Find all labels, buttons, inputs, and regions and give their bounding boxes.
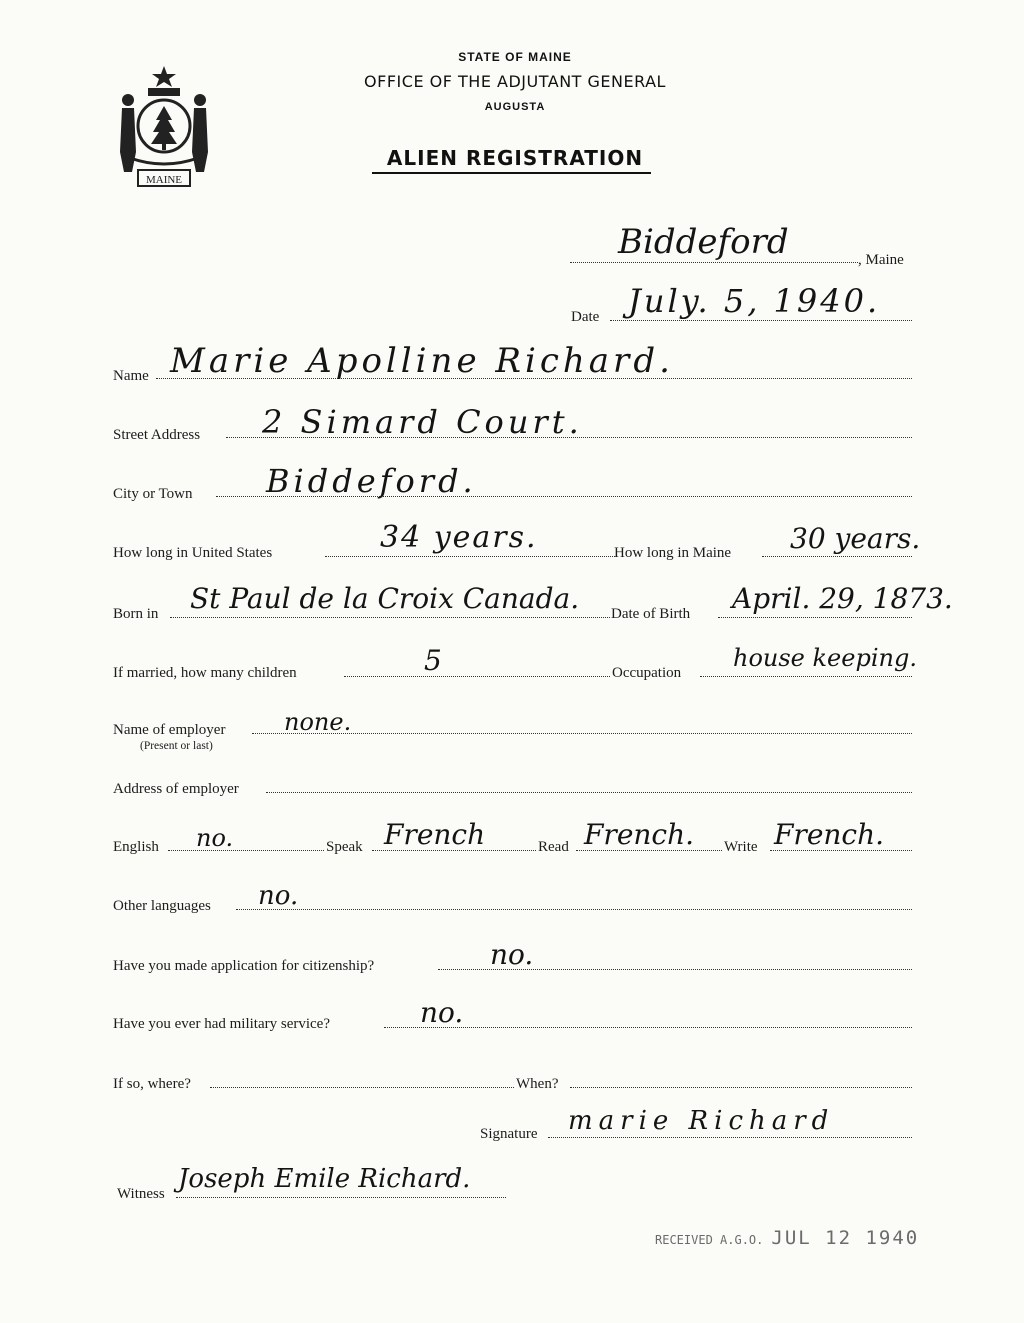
received-stamp-text: RECEIVED A.G.O.	[655, 1233, 764, 1247]
date-value: July. 5, 1940.	[628, 282, 881, 320]
employer-label: Name of employer	[113, 722, 226, 738]
english-line	[168, 850, 324, 851]
how-long-maine-line	[762, 556, 912, 557]
header-city: AUGUSTA	[484, 101, 546, 113]
english-label: English	[113, 839, 159, 855]
date-of-birth-label: Date of Birth	[611, 606, 691, 622]
witness-label: Witness	[117, 1186, 165, 1202]
signature-line	[548, 1137, 912, 1138]
other-languages-label: Other languages	[113, 898, 211, 914]
street-address-label: Street Address	[113, 427, 201, 443]
employer-note: (Present or last)	[140, 740, 213, 752]
title-underline	[372, 172, 651, 174]
signature-label: Signature	[480, 1126, 538, 1142]
employer-address-line	[266, 792, 912, 793]
name-value: Marie Apolline Richard.	[170, 341, 674, 381]
children-label: If married, how many children	[113, 665, 297, 681]
witness-line	[176, 1197, 506, 1198]
how-long-us-value: 34 years.	[380, 520, 538, 555]
speak-label: Speak	[326, 839, 363, 855]
date-of-birth-line	[718, 617, 912, 618]
received-stamp-date: JUL 12 1940	[771, 1227, 920, 1249]
how-long-maine-value: 30 years.	[790, 522, 921, 555]
occupation-value: house keeping.	[733, 644, 917, 672]
occupation-line	[700, 676, 912, 677]
read-value: French.	[584, 818, 695, 851]
date-of-birth-value: April. 29, 1873.	[732, 582, 953, 615]
english-value: no.	[196, 824, 234, 852]
maine-label: , Maine	[858, 252, 904, 268]
signature-value: marie Richard	[568, 1106, 835, 1136]
born-in-value: St Paul de la Croix Canada.	[190, 582, 580, 615]
city-label: City or Town	[113, 486, 193, 502]
born-in-line	[170, 617, 610, 618]
date-label: Date	[571, 309, 600, 325]
received-stamp	[655, 1227, 919, 1249]
military-label: Have you ever had military service?	[113, 1016, 330, 1032]
other-languages-value: no.	[258, 881, 299, 911]
how-long-us-line	[325, 556, 615, 557]
write-label: Write	[724, 839, 758, 855]
header-state: STATE OF MAINE	[458, 50, 572, 64]
citizenship-value: no.	[490, 938, 534, 971]
born-in-label: Born in	[113, 606, 159, 622]
children-line	[344, 676, 610, 677]
children-value: 5	[424, 644, 442, 677]
if-so-where-line	[210, 1087, 514, 1088]
if-so-where-label: If so, where?	[113, 1076, 191, 1092]
military-value: no.	[420, 996, 464, 1029]
how-long-maine-label: How long in Maine	[614, 545, 732, 561]
header-office: OFFICE OF THE ADJUTANT GENERAL	[364, 72, 666, 91]
witness-value: Joseph Emile Richard.	[178, 1164, 471, 1194]
how-long-us-label: How long in United States	[113, 545, 273, 561]
street-address-value: 2 Simard Court.	[262, 403, 583, 441]
when-line	[570, 1087, 912, 1088]
town-line	[570, 262, 858, 263]
employer-value: none.	[284, 708, 352, 736]
town-value: Biddeford	[618, 222, 789, 262]
city-value: Biddeford.	[266, 462, 477, 500]
citizenship-label: Have you made application for citizenship?	[113, 958, 375, 974]
date-line	[610, 320, 912, 321]
when-label: When?	[516, 1076, 559, 1092]
state-of-maine-seal-icon	[108, 62, 220, 190]
occupation-label: Occupation	[612, 665, 682, 681]
other-languages-line	[236, 909, 912, 910]
employer-address-label: Address of employer	[113, 781, 239, 797]
form-title: ALIEN REGISTRATION	[386, 146, 644, 170]
seal-text: MAINE	[145, 174, 183, 186]
name-label: Name	[113, 368, 149, 384]
read-label: Read	[538, 839, 569, 855]
write-value: French.	[774, 818, 885, 851]
speak-value: French	[384, 818, 486, 851]
